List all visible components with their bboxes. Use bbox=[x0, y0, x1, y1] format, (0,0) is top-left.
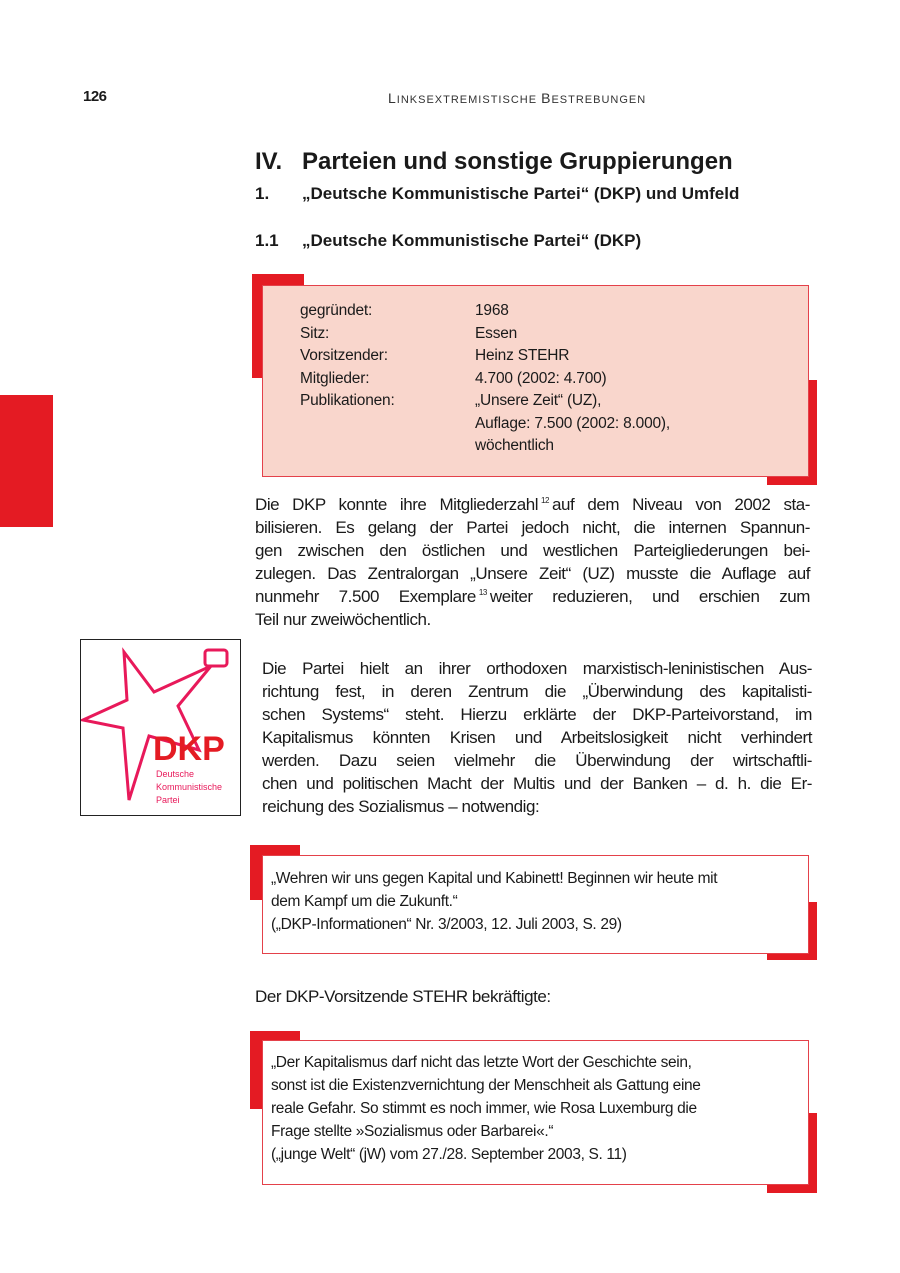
subsection-heading: „Deutsche Kommunistische Partei“ (DKP) und Umfeld bbox=[302, 184, 740, 203]
footnote-ref[interactable]: 12 bbox=[541, 496, 550, 505]
quote-line: „Der Kapitalismus darf nicht das letzte Wort der Geschichte sein, bbox=[271, 1054, 692, 1071]
running-head-part: INKSEXTREMISTISCHE bbox=[396, 94, 542, 106]
info-label: Publikationen: bbox=[300, 392, 395, 409]
heading-number: 1.1 bbox=[255, 231, 279, 250]
section-heading: Parteien und sonstige Gruppierungen bbox=[302, 148, 733, 175]
logo-text: Partei bbox=[156, 795, 180, 805]
page-number: 126 bbox=[83, 88, 107, 105]
quote bbox=[271, 867, 717, 936]
text-line: chen und politischen Macht der Multis und der Banken – d. h. die Er- bbox=[262, 774, 812, 793]
logo-text: DKP bbox=[153, 730, 225, 768]
running-head-part: B bbox=[541, 90, 552, 106]
paragraph bbox=[262, 657, 812, 818]
info-label: Sitz: bbox=[300, 324, 330, 342]
logo-text: Kommunistische bbox=[156, 782, 223, 792]
quote-line: dem Kampf um die Zukunft.“ bbox=[271, 893, 458, 910]
info-label: Vorsitzender: bbox=[300, 347, 388, 364]
text: Die DKP konnte ihre Mitgliederzahl bbox=[255, 495, 539, 514]
text-line: richtung fest, in deren Zentrum die „Überwindung des kapitalisti- bbox=[262, 682, 812, 701]
text-line: Kapitalismus könnten Krisen und Arbeitslosigkeit nicht verhindert bbox=[262, 728, 812, 747]
text-line: bilisieren. Es gelang der Partei jedoch nicht, die internen Spannun- bbox=[255, 518, 810, 537]
star-fist-icon bbox=[81, 640, 240, 815]
info-label: gegründet: bbox=[300, 302, 373, 319]
text: auf dem Niveau von 2002 sta- bbox=[552, 495, 810, 514]
info-value: 1968 bbox=[475, 302, 509, 319]
quote-line: „Wehren wir uns gegen Kapital und Kabinett! Beginnen wir heute mit bbox=[271, 870, 718, 887]
info-value: Essen bbox=[475, 324, 518, 342]
text-line: zulegen. Das Zentralorgan „Unsere Zeit“ (UZ) musste die Auflage auf bbox=[255, 564, 810, 583]
footnote-ref[interactable]: 13 bbox=[478, 588, 487, 597]
quote-line: reale Gefahr. So stimmt es noch immer, wie Rosa Luxemburg die bbox=[271, 1100, 697, 1117]
text: nunmehr 7.500 Exemplare bbox=[255, 587, 476, 606]
running-head bbox=[388, 90, 646, 106]
dkp-logo bbox=[80, 639, 241, 816]
running-head-part: L bbox=[388, 90, 397, 106]
info-value: Heinz STEHR bbox=[475, 347, 570, 364]
running-head-part: ESTREBUNGEN bbox=[551, 94, 647, 106]
quote-source: („junge Welt“ (jW) vom 27./28. September 2003, S. 11) bbox=[271, 1146, 627, 1163]
info-value: 4.700 (2002: 4.700) bbox=[475, 369, 607, 387]
heading-number: 1. bbox=[255, 184, 270, 203]
info-label: Mitglieder: bbox=[300, 369, 370, 387]
logo-text: Deutsche bbox=[156, 769, 195, 779]
info-value: „Unsere Zeit“ (UZ), bbox=[475, 392, 602, 409]
info-value: Auflage: 7.500 (2002: 8.000), bbox=[475, 414, 670, 432]
text-line: reichung des Sozialismus – notwendig: bbox=[262, 797, 540, 816]
paragraph: Der DKP-Vorsitzende STEHR bekräftigte: bbox=[255, 987, 551, 1006]
quote bbox=[271, 1051, 701, 1166]
quote-source: („DKP-Informationen“ Nr. 3/2003, 12. Juli 2003, S. 29) bbox=[271, 916, 622, 933]
info-value: wöchentlich bbox=[475, 437, 554, 454]
quote-line: Frage stellte »Sozialismus oder Barbarei«.“ bbox=[271, 1123, 554, 1140]
text-line: werden. Dazu seien vielmehr die Überwindung der wirtschaftli- bbox=[262, 751, 812, 770]
quote-line: sonst ist die Existenzvernichtung der Menschheit als Gattung eine bbox=[271, 1077, 701, 1094]
chapter-tab bbox=[0, 395, 53, 527]
text: weiter reduzieren, und erschien zum bbox=[489, 587, 810, 606]
text-line: schen Systems“ steht. Hierzu erklärte der DKP-Parteivorstand, im bbox=[262, 705, 812, 724]
subsection-heading: „Deutsche Kommunistische Partei“ (DKP) bbox=[302, 231, 642, 250]
paragraph bbox=[255, 493, 810, 631]
text-line: Teil nur zweiwöchentlich. bbox=[255, 610, 431, 629]
heading-number: IV. bbox=[255, 148, 283, 175]
text-line: gen zwischen den östlichen und westlichen Parteigliederungen bei- bbox=[255, 541, 810, 560]
text-line: Die Partei hielt an ihrer orthodoxen marxistisch-leninistischen Aus- bbox=[262, 659, 812, 678]
